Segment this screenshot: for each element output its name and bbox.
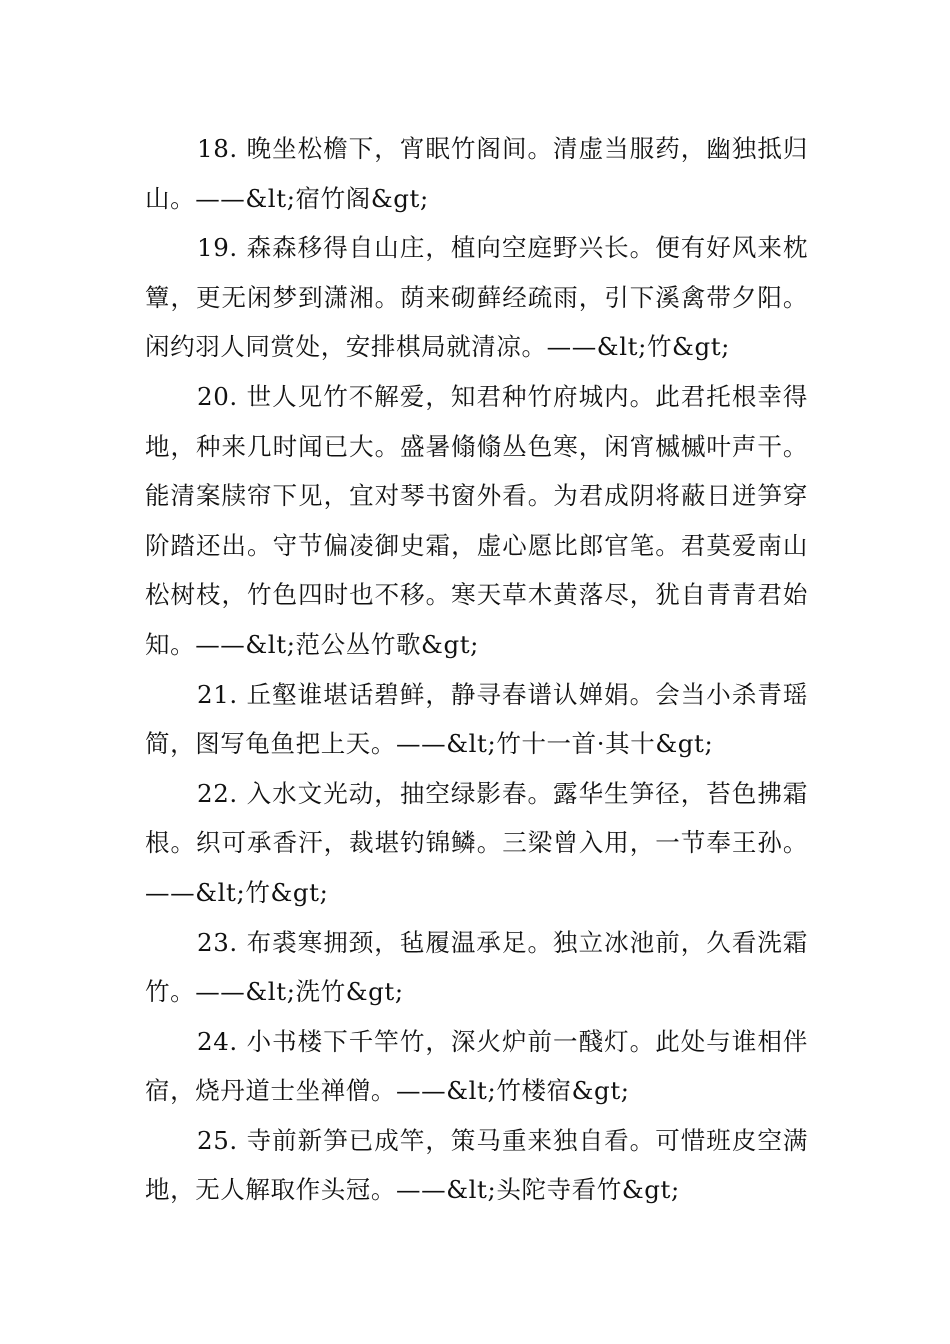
poem-number: 25. xyxy=(197,1125,238,1155)
poem-item-25 xyxy=(145,1116,808,1215)
poem-text: 布裘寒拥颈，毡履温承足。独立冰池前，久看洗霜竹。——&lt;洗竹&gt; xyxy=(145,927,808,1007)
poem-list xyxy=(145,124,808,1215)
poem-item-19 xyxy=(145,223,808,372)
poem-text: 小书楼下千竿竹，深火炉前一醆灯。此处与谁相伴宿，烧丹道士坐禅僧。——&lt;竹楼宿&gt; xyxy=(145,1026,808,1106)
poem-text: 森森移得自山庄，植向空庭野兴长。便有好风来枕簟，更无闲梦到潇湘。荫来砌藓经疏雨，引下溪禽带夕阳。闲约羽人同赏处，安排棋局就清凉。——&lt;竹&gt; xyxy=(145,233,808,362)
poem-text: 入水文光动，抽空绿影春。露华生笋径，苔色拂霜根。织可承香汗，裁堪钓锦鳞。三梁曾入用，一节奉王孙。——&lt;竹&gt; xyxy=(145,778,808,907)
poem-text: 晚坐松檐下，宵眠竹阁间。清虚当服药，幽独抵归山。——&lt;宿竹阁&gt; xyxy=(145,134,808,213)
poem-number: 18. xyxy=(197,134,238,163)
poem-number: 22. xyxy=(197,778,238,808)
poem-item-18 xyxy=(145,124,808,223)
poem-item-23 xyxy=(145,918,808,1017)
poem-item-22 xyxy=(145,769,808,918)
poem-item-24 xyxy=(145,1017,808,1116)
poem-text: 丘壑谁堪话碧鲜，静寻春谱认婵娟。会当小杀青瑶简，图写龟鱼把上天。——&lt;竹十一首·其十&gt; xyxy=(145,679,808,759)
poem-number: 19. xyxy=(197,233,238,263)
poem-text: 世人见竹不解爱，知君种竹府城内。此君托根幸得地，种来几时闻已大。盛暑翛翛丛色寒，闲宵槭槭叶声干。能清案牍帘下见，宜对琴书窗外看。为君成阴将蔽日迸笋穿阶踏还出。守节偏凌御史霜，虚心愿比郎官笔。君莫爱南山松树枝，竹色四时也不移。寒天草木黄落尽，犹自青青君始知。——&lt;范公丛竹歌&gt; xyxy=(145,381,808,659)
poem-number: 23. xyxy=(197,927,238,957)
poem-item-21 xyxy=(145,670,808,769)
poem-number: 21. xyxy=(197,679,238,709)
poem-text: 寺前新笋已成竿，策马重来独自看。可惜班皮空满地，无人解取作头冠。——&lt;头陀寺看竹&gt; xyxy=(145,1125,808,1205)
poem-number: 20. xyxy=(197,381,238,411)
poem-item-20 xyxy=(145,372,808,670)
poem-number: 24. xyxy=(197,1026,238,1056)
